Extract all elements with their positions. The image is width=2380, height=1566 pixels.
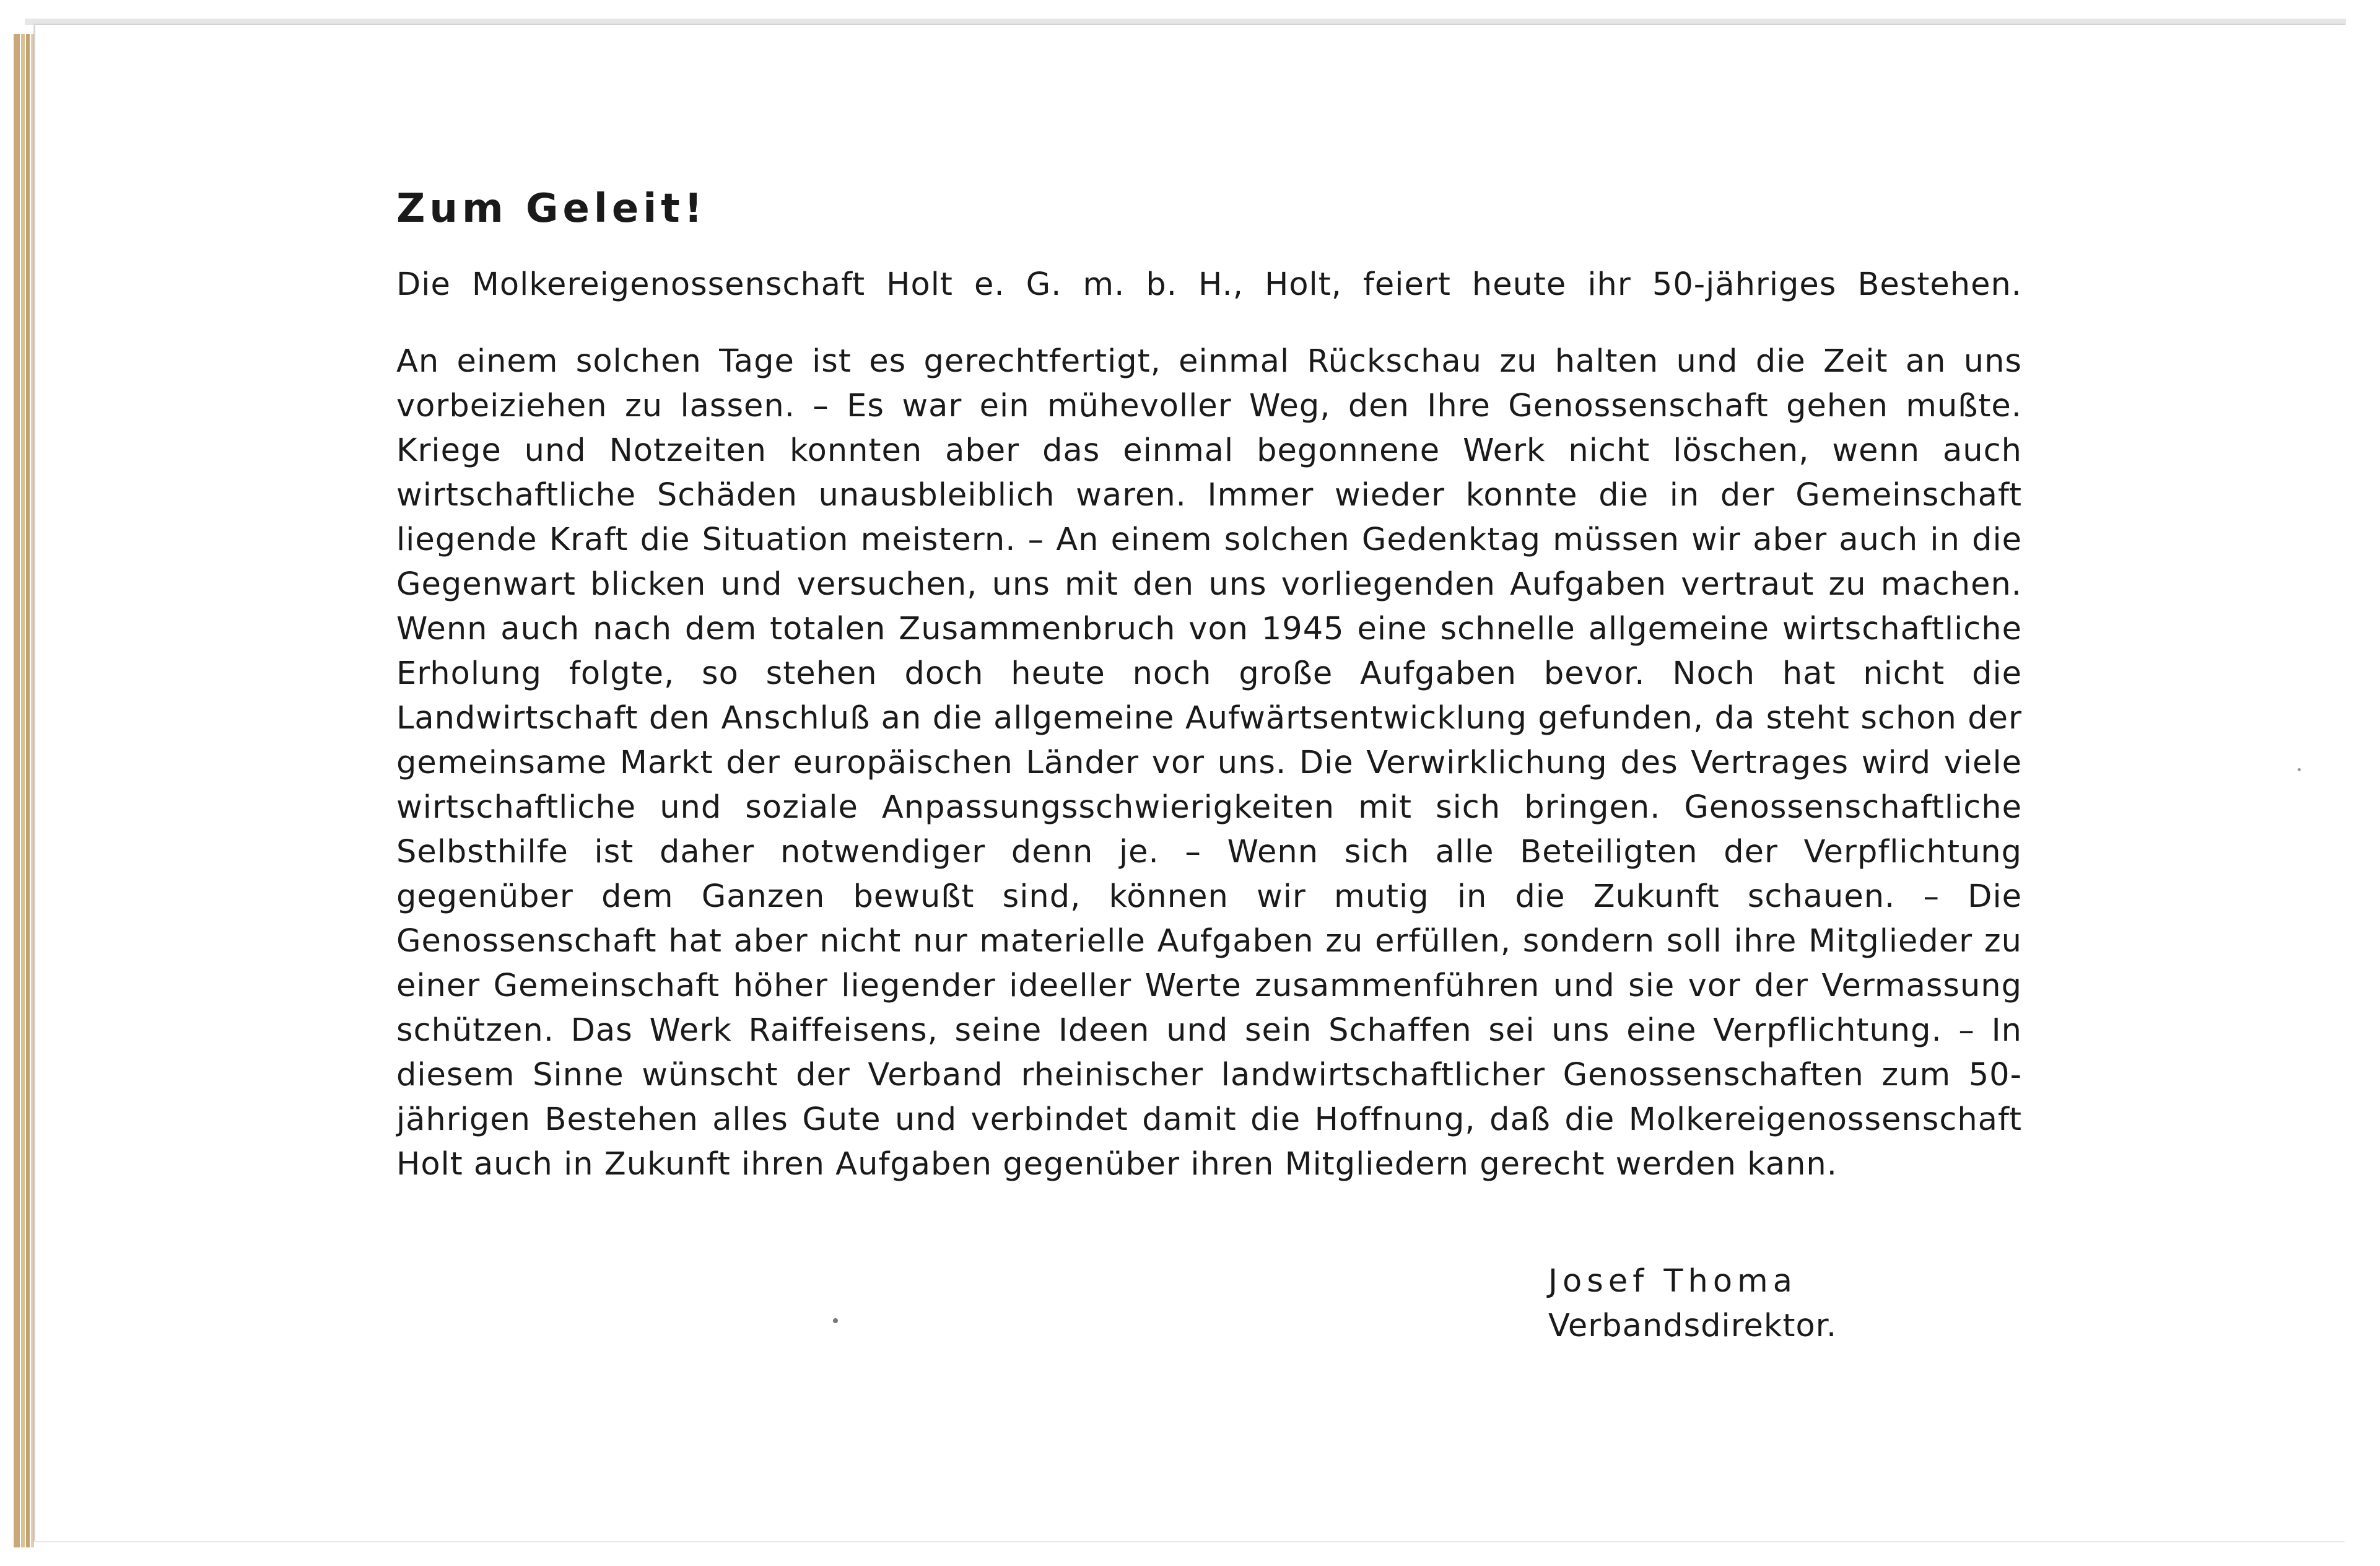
page-edge (14, 34, 20, 1547)
page-top-edge (25, 19, 2346, 25)
page-edge (26, 34, 30, 1547)
paper-speck (833, 1318, 838, 1323)
signature-block (1548, 1259, 1837, 1349)
signatory-title: Verbandsdirektor. (1548, 1308, 1837, 1344)
page-title: Zum Geleit! (396, 186, 707, 232)
paper-speck (2298, 768, 2301, 771)
signatory-name: Josef Thoma (1548, 1263, 1797, 1300)
body-paragraph: An einem solchen Tage ist es gerechtfertigt, einmal Rückschau zu halten und die Zeit an uns vorbeiziehen zu lassen. – Es war ein mühevoller Weg, den Ihre Genossenschaft gehen mußte. Kriege und Notzeiten konnten aber das einmal begonnene Werk nicht löschen, wenn auch wirtschaftliche Schäden unausbleiblich waren. Immer wieder konnte die in der Gemeinschaft liegende Kraft die Situation meistern. – An einem solchen Gedenktag müssen wir aber auch in die Gegenwart blicken und versuchen, uns mit den uns vorliegenden Aufgaben vertraut zu machen. Wenn auch nach dem totalen Zusammenbruch von 1945 eine schnelle allgemeine wirtschaftliche Erholung folgte, so stehen doch heute noch große Aufgaben bevor. Noch hat nicht die Landwirtschaft den Anschluß an die allgemeine Aufwärtsentwicklung gefunden, da steht schon der gemeinsame Markt der europäischen Länder vor uns. Die Verwirklichung des Vertrages wird viele wirtschaftliche und soziale Anpassungsschwierigkeiten mit sich bringen. Genossenschaftliche Selbsthilfe ist daher notwendiger denn je. – Wenn sich alle Beteiligten der Verpflichtung gegenüber dem Ganzen bewußt sind, können wir mutig in die Zukunft schauen. – Die Genossenschaft hat aber nicht nur materielle Aufgaben zu erfüllen, sondern soll ihre Mitglieder zu einer Gemeinschaft höher liegender ideeller Werte zusammenführen und sie vor der Vermassung schützen. Das Werk Raiffeisens, seine Ideen und sein Schaffen sei uns eine Verpflichtung. – In diesem Sinne wünscht der Verband rheinischer landwirtschaftlicher Genossenschaften zum 50-jährigen Bestehen alles Gute und verbindet damit die Hoffnung, daß die Molkereigenossenschaft Holt auch in Zukunft ihren Aufgaben gegenüber ihren Mitgliedern gerecht werden kann. (396, 343, 2022, 1183)
letter-content (396, 186, 2022, 1187)
intro-paragraph: Die Molkereigenossenschaft Holt e. G. m. b. H., Holt, feiert heute ihr 50-jähriges Bestehen. (396, 266, 2022, 303)
page-edge (31, 34, 34, 1547)
page-edge (21, 34, 25, 1547)
